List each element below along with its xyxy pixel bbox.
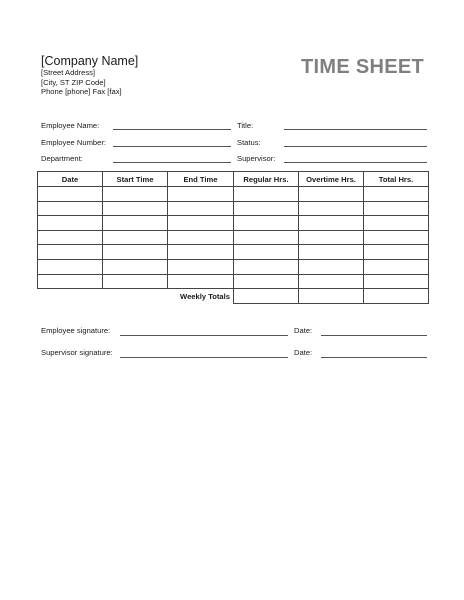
city-state-zip: [City, ST ZIP Code] xyxy=(41,77,106,87)
employee-number-label: Employee Number: xyxy=(41,138,106,147)
department-label: Department: xyxy=(41,154,83,163)
table-row xyxy=(38,187,429,202)
weekly-totals-label: Weekly Totals xyxy=(180,291,230,301)
cell[interactable] xyxy=(103,187,168,202)
employee-name-label: Employee Name: xyxy=(41,121,100,130)
cell[interactable] xyxy=(299,216,364,231)
header-overtime-hrs: Overtime Hrs. xyxy=(299,172,364,187)
weekly-overtime-total[interactable] xyxy=(299,289,364,304)
table-row xyxy=(38,230,429,245)
title-line[interactable] xyxy=(284,129,427,130)
cell[interactable] xyxy=(103,259,168,274)
cell[interactable] xyxy=(38,201,103,216)
weekly-total-hours[interactable] xyxy=(364,289,429,304)
phone-fax: Phone [phone] Fax [fax] xyxy=(41,87,122,97)
cell[interactable] xyxy=(38,245,103,260)
cell[interactable] xyxy=(168,259,234,274)
employee-name-line[interactable] xyxy=(113,129,231,130)
cell[interactable] xyxy=(103,216,168,231)
cell[interactable] xyxy=(299,230,364,245)
cell[interactable] xyxy=(234,245,299,260)
header-date: Date xyxy=(38,172,103,187)
cell[interactable] xyxy=(299,259,364,274)
cell[interactable] xyxy=(38,216,103,231)
cell[interactable] xyxy=(234,259,299,274)
cell[interactable] xyxy=(364,274,429,289)
cell[interactable] xyxy=(299,187,364,202)
cell[interactable] xyxy=(234,201,299,216)
cell[interactable] xyxy=(168,216,234,231)
time-table xyxy=(37,171,429,304)
company-name: [Company Name] xyxy=(41,54,139,68)
weekly-totals-row xyxy=(38,289,429,304)
employee-date-label: Date: xyxy=(294,326,313,335)
table-header-row xyxy=(38,172,429,187)
title-label: Title: xyxy=(237,121,254,130)
cell[interactable] xyxy=(168,274,234,289)
cell[interactable] xyxy=(103,245,168,260)
table-row xyxy=(38,274,429,289)
street-address: [Street Address] xyxy=(41,68,96,77)
cell[interactable] xyxy=(103,201,168,216)
cell[interactable] xyxy=(364,201,429,216)
status-label: Status: xyxy=(237,138,261,147)
table-row xyxy=(38,259,429,274)
company-block xyxy=(41,54,138,97)
employee-signature-line[interactable] xyxy=(120,335,288,336)
cell[interactable] xyxy=(38,230,103,245)
employee-date-line[interactable] xyxy=(321,335,427,336)
document-title: TIME SHEET xyxy=(300,56,424,78)
cell[interactable] xyxy=(103,230,168,245)
department-line[interactable] xyxy=(113,162,231,163)
header-start-time: Start Time xyxy=(103,172,168,187)
cell[interactable] xyxy=(168,245,234,260)
employee-number-line[interactable] xyxy=(113,146,231,147)
cell[interactable] xyxy=(38,187,103,202)
cell[interactable] xyxy=(234,216,299,231)
supervisor-label: Supervisor: xyxy=(237,154,276,163)
cell[interactable] xyxy=(234,274,299,289)
cell[interactable] xyxy=(364,245,429,260)
cell[interactable] xyxy=(364,259,429,274)
cell[interactable] xyxy=(168,201,234,216)
supervisor-date-label: Date: xyxy=(294,348,313,357)
supervisor-signature-line[interactable] xyxy=(120,357,288,358)
cell[interactable] xyxy=(364,187,429,202)
table-row xyxy=(38,201,429,216)
cell[interactable] xyxy=(299,245,364,260)
table-row xyxy=(38,216,429,231)
employee-signature-label: Employee signature: xyxy=(41,326,111,335)
status-line[interactable] xyxy=(284,146,427,147)
cell[interactable] xyxy=(38,259,103,274)
supervisor-date-line[interactable] xyxy=(321,357,427,358)
cell[interactable] xyxy=(38,274,103,289)
cell[interactable] xyxy=(299,201,364,216)
cell[interactable] xyxy=(168,187,234,202)
cell[interactable] xyxy=(168,230,234,245)
cell[interactable] xyxy=(364,216,429,231)
header-regular-hrs: Regular Hrs. xyxy=(234,172,299,187)
cell[interactable] xyxy=(234,187,299,202)
table-row xyxy=(38,245,429,260)
cell[interactable] xyxy=(364,230,429,245)
cell[interactable] xyxy=(299,274,364,289)
supervisor-signature-label: Supervisor signature: xyxy=(41,348,113,357)
cell[interactable] xyxy=(234,230,299,245)
supervisor-line[interactable] xyxy=(284,162,427,163)
weekly-regular-total[interactable] xyxy=(234,289,299,304)
cell[interactable] xyxy=(103,274,168,289)
header-total-hrs: Total Hrs. xyxy=(364,172,429,187)
header-end-time: End Time xyxy=(168,172,234,187)
